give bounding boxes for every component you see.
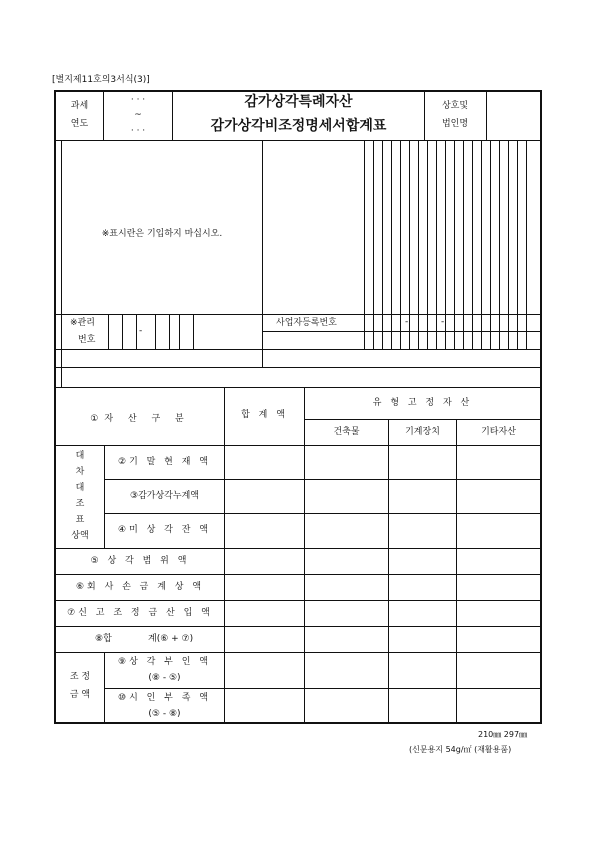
col-machinery-header: 기계장치 — [405, 427, 440, 437]
adjust-group-label-1: 조 정 — [69, 672, 91, 682]
frame-bottom — [54, 722, 541, 724]
notice-text: ※표시란은 기입하지 마십시오. — [101, 229, 223, 239]
company-label-1: 상호및 — [441, 101, 469, 111]
row-label-undepreciated-balance: ④미 상 각 잔 액 — [118, 525, 211, 535]
row-label-shortfall-formula: (⑤ - ⑧) — [148, 709, 181, 719]
bs-char: 표 — [75, 515, 85, 525]
row-label-tax-adjustment: ⑦신 고 조 정 금 산 입 액 — [67, 608, 213, 618]
blank-line-1 — [54, 367, 541, 368]
tax-year-label-1: 과세 — [70, 101, 89, 111]
total-header: 합 계 액 — [241, 410, 288, 420]
form-title-line1: 감가상각특례자산 — [244, 94, 353, 110]
col-building-header: 건축물 — [333, 427, 360, 437]
business-reg-label: 사업자등록번호 — [276, 318, 337, 328]
row-label-disallowed-formula: (⑧ - ⑤) — [148, 673, 181, 683]
row-label-sum-a: ⑧합 — [95, 634, 112, 644]
date-tilde: ~ — [134, 110, 142, 120]
business-reg-dash-2: - — [441, 317, 445, 327]
management-number-label-2: 번호 — [78, 335, 96, 345]
col-other-header: 기타자산 — [481, 427, 516, 437]
bs-char: 대 — [75, 451, 85, 461]
bs-char: 대 — [75, 483, 85, 493]
sub-header-line — [304, 419, 541, 420]
adjust-group-label-2: 금 액 — [69, 690, 91, 700]
row-label-company-expense: ⑥회 사 손 금 계 상 액 — [75, 582, 205, 592]
bs-char: 차 — [75, 467, 85, 477]
row-label-depreciation-limit: ⑤ 상 각 범 위 액 — [90, 556, 190, 566]
tangible-assets-header: 유 형 고 정 자 산 — [372, 398, 473, 408]
date-from-field[interactable]: · · · — [130, 95, 146, 105]
paper-size: 210㎜ 297㎜ — [478, 730, 528, 739]
row-label-sum-b: 계(⑥ + ⑦) — [148, 634, 194, 644]
row-label-closing-balance: ②기 말 현 재 액 — [118, 457, 211, 467]
row-label-accumulated-depreciation: ③감가상각누계액 — [130, 491, 199, 501]
row-label-disallowed-depreciation: ⑨상 각 부 인 액 — [118, 657, 211, 667]
paper-spec: (신문용지 54g/㎡ (재활용품) — [409, 745, 512, 754]
mgmt-bottom-line — [54, 349, 541, 350]
asset-category-header: ①자 산 구 분 — [90, 414, 190, 424]
header-vline-3 — [424, 90, 425, 140]
business-reg-number-field[interactable] — [365, 315, 540, 331]
management-number-label-1: ※관리 — [70, 318, 95, 328]
frame-left — [54, 90, 56, 724]
date-to-field[interactable]: · · · — [130, 126, 146, 136]
bs-char: 조 — [75, 499, 85, 509]
frame-top — [54, 90, 541, 92]
bizreg-bottom-line — [263, 331, 540, 332]
company-label-2: 법인명 — [441, 119, 469, 129]
management-dash: - — [139, 326, 143, 336]
bs-char: 상액 — [71, 531, 89, 541]
amount-input-grid[interactable] — [225, 446, 540, 722]
row-label-shortfall: ⑩시 인 부 족 액 — [118, 693, 211, 703]
balance-sheet-group-label — [56, 448, 104, 544]
form-number: [별지제11호의3서식(3)] — [52, 75, 150, 85]
blank-line-2 — [54, 387, 541, 388]
business-reg-dash-1: - — [405, 317, 409, 327]
header-bottom-line — [54, 140, 541, 141]
tax-year-label-2: 연도 — [70, 119, 89, 129]
management-number-field[interactable] — [109, 315, 263, 349]
form-title-line2: 감가상각비조정명세서합계표 — [210, 118, 387, 134]
company-name-field[interactable] — [487, 92, 540, 140]
frame-right — [540, 90, 542, 724]
